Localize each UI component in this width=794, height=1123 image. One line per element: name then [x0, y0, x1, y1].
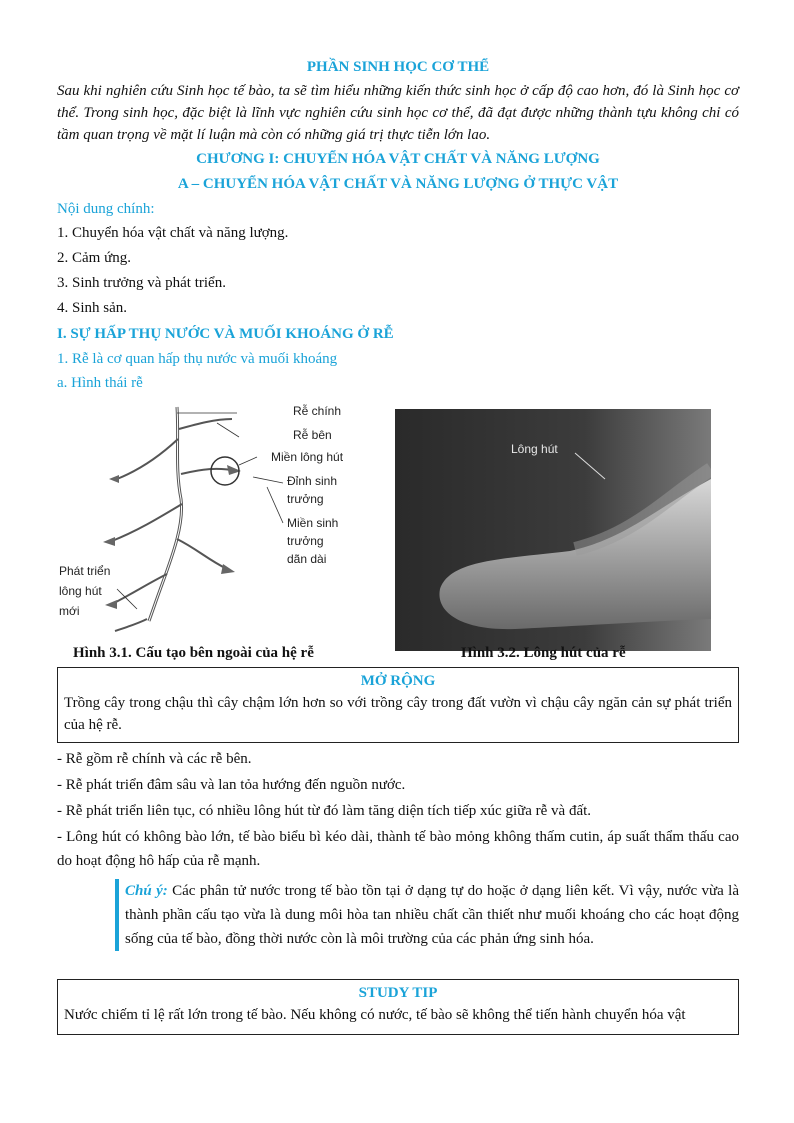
label-dinh-sinh-2: trưởng: [287, 492, 324, 506]
label-phat-trien-3: mới: [59, 604, 80, 618]
label-mien-sinh-3: dãn dài: [287, 552, 327, 566]
expand-box: [57, 667, 739, 743]
content-item: 2. Cảm ứng.: [57, 250, 131, 266]
figures-row: [57, 399, 739, 661]
content-label: Nội dung chính:: [57, 201, 155, 217]
intro-paragraph: Sau khi nghiên cứu Sinh học tế bào, ta sẽ tìm hiểu những kiến thức sinh học ở cấp độ cao hơn, đó là Sinh học cơ thể. Trong sinh học, đặc biệt là lĩnh vực nghiên cứu sinh học cơ thể, đã đạt được những thành tựu không chỉ có tầm quan trọng về mặt lí luận mà còn có những giá trị thực tiễn lớn lao.: [57, 83, 739, 143]
label-phat-trien-2: lông hút: [59, 584, 102, 598]
page-heading: PHẦN SINH HỌC CƠ THỂ: [306, 59, 490, 75]
root-hair-photo: [395, 409, 711, 651]
expand-box-title: MỞ RỘNG: [360, 673, 436, 689]
bullet-list: [57, 747, 739, 873]
subsection-heading: 1. Rễ là cơ quan hấp thụ nước và muối khoáng: [57, 351, 338, 367]
label-mien-sinh-1: Miền sinh: [287, 516, 339, 530]
bullet-item: - Rễ phát triển đâm sâu và lan tỏa hướng đến nguồn nước.: [57, 777, 406, 793]
label-long-hut: Lông hút: [511, 442, 558, 456]
study-tip-title: STUDY TIP: [358, 985, 438, 1001]
bullet-item: - Rễ gồm rễ chính và các rễ bên.: [57, 751, 252, 767]
figure2-caption: Hình 3.2. Lông hút của rễ: [461, 645, 626, 661]
note-label: Chú ý:: [125, 883, 168, 899]
section-heading: I. SỰ HẤP THỤ NƯỚC VÀ MUỐI KHOÁNG Ở RỄ: [57, 326, 394, 342]
chapter-title: CHƯƠNG I: CHUYỂN HÓA VẬT CHẤT VÀ NĂNG LƯỢNG: [196, 151, 600, 167]
label-re-ben: Rễ bên: [293, 428, 332, 442]
content-item: 3. Sinh trưởng và phát triển.: [57, 275, 226, 291]
subsection-heading-a: a. Hình thái rễ: [57, 375, 143, 391]
note-box: [115, 879, 739, 951]
label-phat-trien-1: Phát triển: [59, 564, 111, 578]
part-title: A – CHUYỂN HÓA VẬT CHẤT VÀ NĂNG LƯỢNG Ở THỰC VẬT: [177, 176, 619, 192]
study-tip-box: [57, 979, 739, 1035]
label-dinh-sinh-1: Đỉnh sinh: [287, 474, 338, 488]
study-tip-text: Nước chiếm tỉ lệ rất lớn trong tế bào. Nếu không có nước, tế bào sẽ không thể tiến hành chuyển hóa vật: [64, 1007, 686, 1023]
label-re-chinh: Rễ chính: [293, 404, 342, 418]
page: [57, 56, 739, 1035]
label-mien-sinh-2: trưởng: [287, 534, 324, 548]
root-system-diagram: [57, 399, 377, 639]
note-text: Các phân tử nước trong tế bào tồn tại ở dạng tự do hoặc ở dạng liên kết. Vì vậy, nước vừa là thành phần cấu tạo vừa là dung môi hòa tan nhiều chất cần thiết như muối khoáng cho các hoạt động sống của tế bào, đồng thời nước còn là môi trường của các phản ứng sinh hóa.: [125, 883, 740, 947]
expand-box-text: Trồng cây trong chậu thì cây chậm lớn hơn so với trồng cây trong đất vườn vì chậu cây ngăn cản sự phát triển của hệ rễ.: [64, 695, 732, 733]
bullet-item: - Lông hút có không bào lớn, tế bào biểu bì kéo dài, thành tế bào mỏng không thấm cutin, áp suất thẩm thấu cao do hoạt động hô hấp của rễ mạnh.: [57, 829, 739, 869]
label-mien-long-hut: Miền lông hút: [271, 450, 344, 464]
content-item: 1. Chuyển hóa vật chất và năng lượng.: [57, 225, 289, 241]
figure1-caption: Hình 3.1. Cấu tạo bên ngoài của hệ rễ: [73, 645, 314, 661]
bullet-item: - Rễ phát triển liên tục, có nhiều lông hút từ đó làm tăng diện tích tiếp xúc giữa rễ và đất.: [57, 803, 592, 819]
content-item: 4. Sinh sản.: [57, 300, 128, 316]
